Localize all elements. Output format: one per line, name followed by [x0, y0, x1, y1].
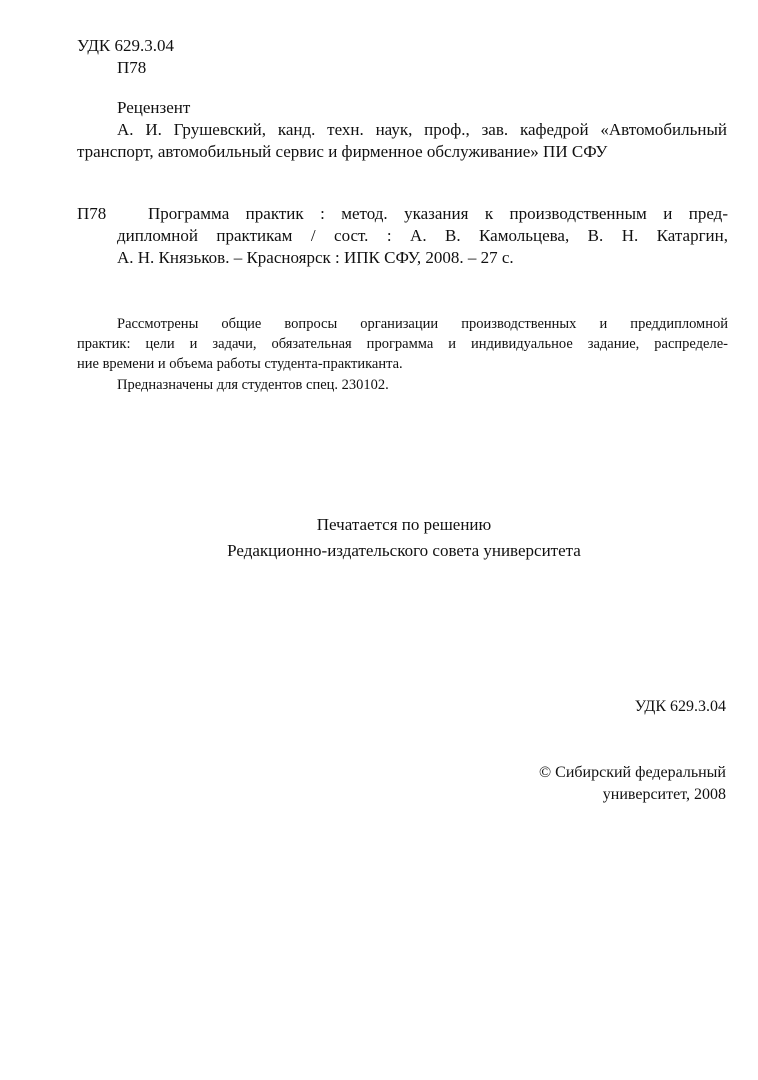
abstract-line-1: Рассмотрены общие вопросы организации производственных и преддипломной — [117, 316, 728, 332]
code-header: П78 — [117, 58, 147, 77]
abstract-line-3: ние времени и объема работы студента-практиканта. — [77, 356, 403, 372]
abstract-line-4: Предназначены для студентов спец. 230102. — [117, 377, 389, 393]
udk-footer: УДК 629.3.04 — [634, 698, 726, 715]
bibliography-code: П78 — [77, 204, 107, 223]
reviewer-line-2: транспорт, автомобильный сервис и фирменное обслуживание» ПИ СФУ — [77, 142, 608, 161]
reviewer-title: Рецензент — [117, 98, 191, 117]
udk-header: УДК 629.3.04 — [77, 36, 175, 55]
copyright-line-1: © Сибирский федеральный — [539, 764, 726, 781]
approval-line-2: Редакционно-издательского совета университета — [227, 541, 581, 560]
bibliography-line-1: Программа практик : метод. указания к производственным и пред- — [148, 204, 728, 223]
approval-line-1: Печатается по решению — [316, 515, 492, 534]
bibliography-line-3: А. Н. Князьков. – Красноярск : ИПК СФУ, 2008. – 27 с. — [117, 248, 514, 267]
copyright-line-2: университет, 2008 — [602, 786, 726, 803]
abstract-line-2: практик: цели и задачи, обязательная программа и индивидуальное задание, распределе- — [77, 336, 728, 352]
bibliography-line-2: дипломной практикам / сост. : А. В. Камольцева, В. Н. Катаргин, — [117, 226, 728, 245]
reviewer-line-1: А. И. Грушевский, канд. техн. наук, проф., зав. кафедрой «Автомобильный — [117, 120, 727, 139]
